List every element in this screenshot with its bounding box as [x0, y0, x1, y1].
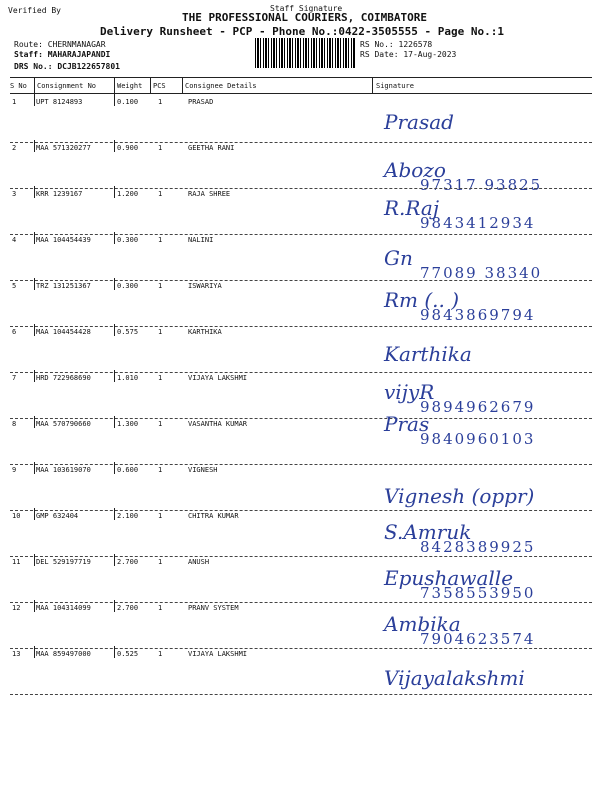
row-separator	[10, 326, 592, 327]
row-consignee: VIJAYA LAKSHMI	[188, 650, 248, 658]
row-consignment-no: DEL 529197719	[36, 558, 91, 566]
row-consignment-no: MAA 104454428	[36, 328, 91, 336]
row-phone: 7904623574	[420, 630, 536, 648]
row-phone: 9843869794	[420, 306, 536, 324]
row-consignment-no: TRZ 131251367	[36, 282, 91, 290]
row-pcs: 1	[158, 466, 163, 474]
route-label: Route: CHERNMANAGAR	[14, 40, 106, 49]
row-consignee: VIJAYA LAKSHMI	[188, 374, 248, 382]
row-pcs: 1	[158, 144, 163, 152]
row-pcs: 1	[158, 512, 163, 520]
row-consignment-no: MAA 104314099	[36, 604, 91, 612]
verified-by-label: Verified By	[8, 6, 61, 15]
row-weight: 0.900	[117, 144, 139, 152]
barcode	[255, 38, 355, 68]
row-consignment-no: UPT 8124893	[36, 98, 83, 106]
row-separator	[10, 280, 592, 281]
row-signature: R.Raj	[384, 196, 440, 220]
row-consignment-no: HRD 722968690	[36, 374, 91, 382]
row-weight: 1.300	[117, 420, 139, 428]
row-pcs: 1	[158, 374, 163, 382]
row-consignment-no: GMP 632404	[36, 512, 79, 520]
row-separator	[10, 188, 592, 189]
row-consignment-no: KRR 1239167	[36, 190, 83, 198]
row-separator	[10, 234, 592, 235]
row-consignee: GEETHA RANI	[188, 144, 235, 152]
row-separator	[10, 694, 592, 695]
row-consignment-no: MAA 103619070	[36, 466, 91, 474]
row-signature: Prasad	[384, 110, 454, 134]
row-separator	[10, 602, 592, 603]
row-signature: vijyR	[384, 380, 435, 404]
row-consignee: KARTHIKA	[188, 328, 222, 336]
row-pcs: 1	[158, 190, 163, 198]
row-weight: 0.300	[117, 236, 139, 244]
row-phone: 9843412934	[420, 214, 536, 232]
row-pcs: 1	[158, 236, 163, 244]
row-sno: 10	[12, 512, 21, 520]
row-phone: 97317 93825	[420, 176, 543, 194]
row-separator	[10, 464, 592, 465]
row-consignment-no: MAA 570790660	[36, 420, 91, 428]
row-consignee: CHITRA KUMAR	[188, 512, 239, 520]
row-phone: 9894962679	[420, 398, 536, 416]
row-sno: 8	[12, 420, 17, 428]
row-signature: Abozo	[384, 158, 446, 182]
row-weight: 0.575	[117, 328, 139, 336]
row-pcs: 1	[158, 98, 163, 106]
row-signature: Vijayalakshmi	[384, 666, 525, 690]
column-header-consignment: Consignment No	[37, 82, 97, 90]
row-signature: Epushawalle	[384, 566, 514, 590]
row-sno: 5	[12, 282, 17, 290]
row-weight: 0.300	[117, 282, 139, 290]
row-weight: 1.010	[117, 374, 139, 382]
column-header-weight: Weight	[117, 82, 143, 90]
row-separator	[10, 418, 592, 419]
row-weight: 1.200	[117, 190, 139, 198]
row-weight: 2.700	[117, 604, 139, 612]
column-header-consignee: Consignee Details	[185, 82, 257, 90]
row-sno: 12	[12, 604, 21, 612]
row-signature: Rm (.. )	[384, 288, 460, 312]
row-phone: 8428389925	[420, 538, 536, 556]
row-separator	[10, 142, 592, 143]
row-consignment-no: MAA 104454439	[36, 236, 91, 244]
row-consignee: NALINI	[188, 236, 214, 244]
row-consignee: VIGNESH	[188, 466, 218, 474]
row-pcs: 1	[158, 650, 163, 658]
row-consignee: RAJA SHREE	[188, 190, 231, 198]
row-pcs: 1	[158, 604, 163, 612]
row-weight: 0.100	[117, 98, 139, 106]
row-sno: 3	[12, 190, 17, 198]
row-sno: 11	[12, 558, 21, 566]
runsheet-subtitle: Delivery Runsheet - PCP - Phone No.:0422-3505555 - Page No.:1	[100, 25, 504, 38]
row-sno: 13	[12, 650, 21, 658]
row-weight: 2.100	[117, 512, 139, 520]
row-pcs: 1	[158, 282, 163, 290]
row-weight: 0.600	[117, 466, 139, 474]
row-consignment-no: MAA 571320277	[36, 144, 91, 152]
company-title: THE PROFESSIONAL COURIERS, COIMBATORE	[182, 11, 428, 24]
column-header-sno: S No	[10, 82, 27, 90]
rs-number: RS No.: 1226578	[360, 40, 433, 49]
row-separator	[10, 510, 592, 511]
row-pcs: 1	[158, 558, 163, 566]
row-consignee: VASANTHA KUMAR	[188, 420, 248, 428]
row-phone: 77089 38340	[420, 264, 543, 282]
staff-label: Staff: MAHARAJAPANDI	[14, 50, 111, 59]
row-consignee: PRASAD	[188, 98, 214, 106]
row-signature: Ambika	[384, 612, 461, 636]
row-consignee: ANUSH	[188, 558, 210, 566]
row-weight: 2.700	[117, 558, 139, 566]
table-top-rule	[10, 77, 592, 78]
row-sno: 2	[12, 144, 17, 152]
column-header-signature: Signature	[376, 82, 414, 90]
row-consignee: PRANV SYSTEM	[188, 604, 239, 612]
row-signature: S.Amruk	[384, 520, 472, 544]
row-phone: 7358553950	[420, 584, 536, 602]
staff-signature-label: Staff Signature	[270, 4, 343, 13]
column-header-pcs: PCS	[153, 82, 166, 90]
row-separator	[10, 372, 592, 373]
rs-date: RS Date: 17-Aug-2023	[360, 50, 457, 59]
row-signature: Karthika	[384, 342, 472, 366]
row-sno: 6	[12, 328, 17, 336]
row-signature: Vignesh (oppr)	[384, 484, 535, 508]
row-separator	[10, 556, 592, 557]
row-sno: 7	[12, 374, 17, 382]
row-phone: 9840960103	[420, 430, 536, 448]
table-header-rule	[10, 93, 592, 94]
row-sno: 9	[12, 466, 17, 474]
row-consignment-no: MAA 859497000	[36, 650, 91, 658]
drs-number: DRS No.: DCJB122657801	[14, 62, 120, 71]
row-consignee: ISWARIYA	[188, 282, 222, 290]
row-separator	[10, 648, 592, 649]
row-signature: Pras	[384, 412, 430, 436]
row-pcs: 1	[158, 420, 163, 428]
row-sno: 1	[12, 98, 17, 106]
row-signature: Gn	[384, 246, 413, 270]
row-sno: 4	[12, 236, 17, 244]
row-weight: 0.525	[117, 650, 139, 658]
row-pcs: 1	[158, 328, 163, 336]
